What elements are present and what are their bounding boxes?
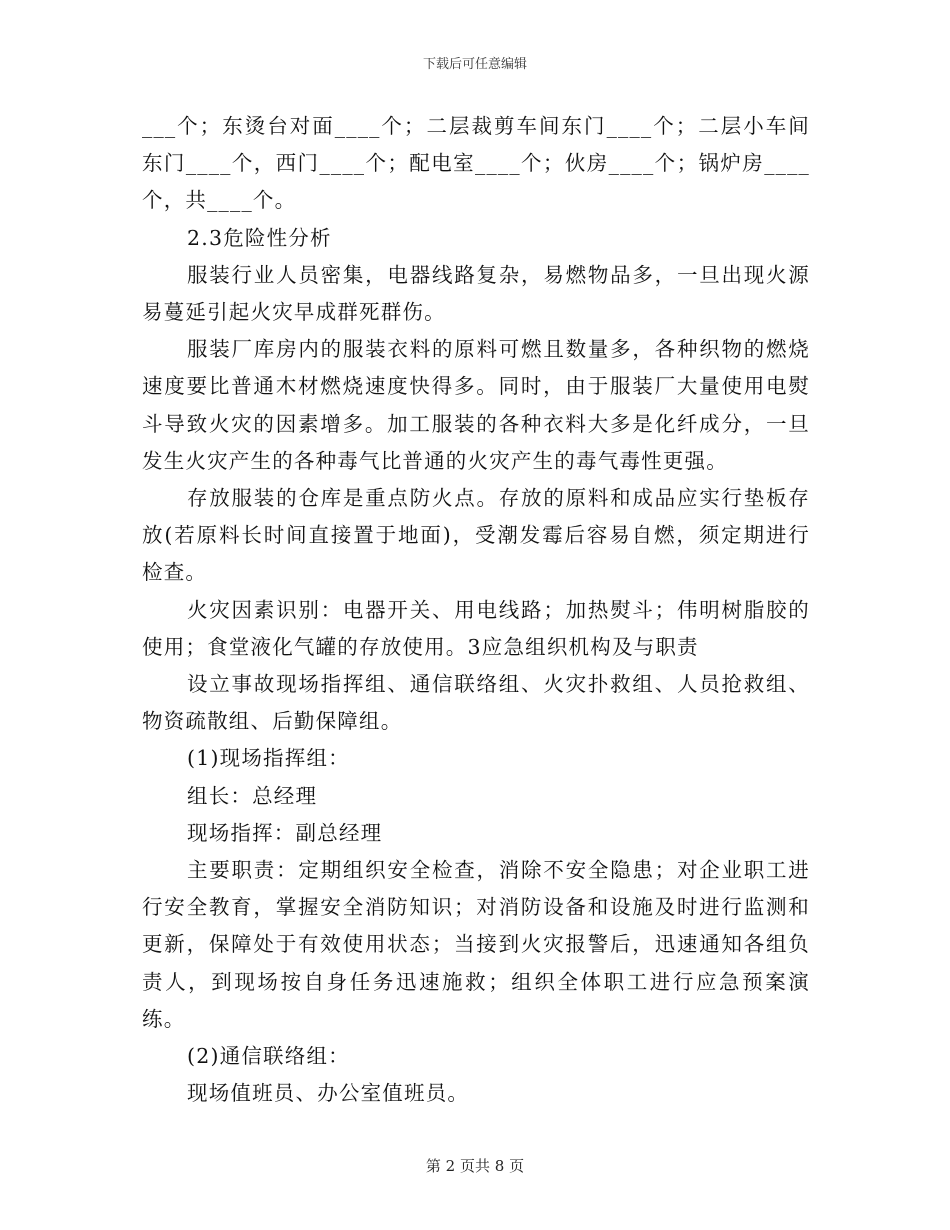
paragraph-7: 设立事故现场指挥组、通信联络组、火灾扑救组、人员抢救组、物资疏散组、后勤保障组。 — [142, 672, 810, 734]
subheading-communication: (2)通信联络组： — [187, 1044, 350, 1069]
paragraph-3: 服装行业人员密集，电器线路复杂，易燃物品多，一旦出现火源易蔓延引起火灾早成群死群伤。 — [142, 262, 810, 325]
paragraph-duties: 主要职责：定期组织安全检查，消除不安全隐患；对企业职工进行安全教育，掌握安全消防知识；对消防设备和设施及时进行监测和更新，保障处于有效使用状态；当接到火灾报警后，迅速通知各组负责人，到现场按自身任务迅速施救；组织全体职工进行应急预案演练。 — [142, 858, 810, 1031]
paragraph-4: 服装厂库房内的服装衣料的原料可燃且数量多，各种织物的燃烧速度要比普通木材燃烧速度快得多。同时，由于服装厂大量使用电熨斗导致火灾的因素增多。加工服装的各种衣料大多是化纤成分，一旦发生火灾产生的各种毒气比普通的火灾产生的毒气毒性更强。 — [142, 337, 810, 473]
page-header: 下载后可任意编辑 — [422, 57, 527, 72]
subheading-field-command: (1)现场指挥组： — [187, 746, 350, 771]
paragraph-field-commander: 现场指挥：副总经理 — [187, 820, 383, 845]
paragraph-1: ___个；东烫台对面____个；二层裁剪车间东门____个；二层小车间东门____个，西门____个；配电室____个；伙房____个；锅炉房____个，共____个。 — [142, 114, 810, 213]
paragraph-6: 火灾因素识别：电器开关、用电线路；加热熨斗；伟明树脂胶的使用；食堂液化气罐的存放使用。3应急组织机构及与职责 — [142, 597, 810, 659]
paragraph-duty-staff: 现场值班员、办公室值班员。 — [187, 1081, 470, 1106]
paragraph-5: 存放服装的仓库是重点防火点。存放的原料和成品应实行垫板存放(若原料长时间直接置于地面)，受潮发霉后容易自燃，须定期进行检查。 — [142, 486, 810, 585]
document-body — [142, 108, 810, 1112]
paragraph-leader: 组长：总经理 — [187, 783, 318, 808]
section-heading-2-3: 2.3危险性分析 — [187, 225, 332, 250]
page-footer: 第 2 页共 8 页 — [425, 1157, 525, 1175]
